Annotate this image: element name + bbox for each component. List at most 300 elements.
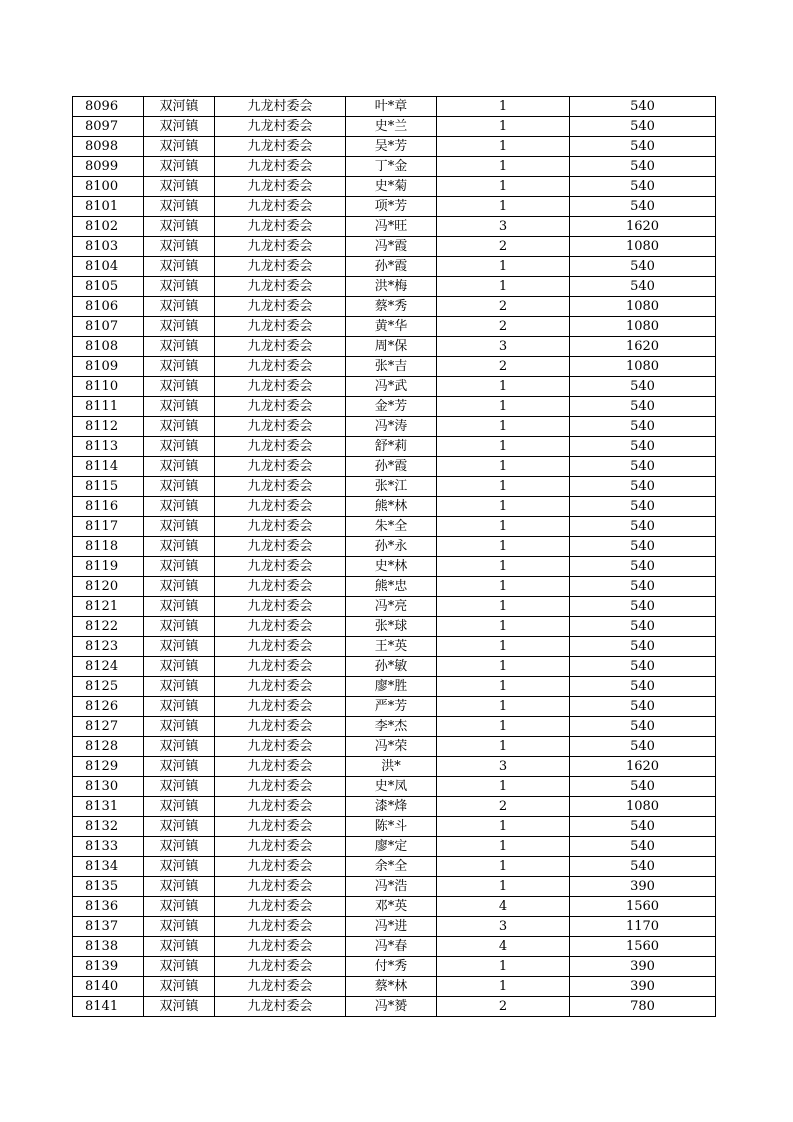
count-cell: 1 bbox=[437, 397, 570, 417]
town-cell: 双河镇 bbox=[144, 837, 215, 857]
village-cell: 九龙村委会 bbox=[215, 317, 346, 337]
count-cell: 1 bbox=[437, 437, 570, 457]
name-cell: 熊*林 bbox=[346, 497, 437, 517]
table-row bbox=[73, 677, 716, 697]
table-row bbox=[73, 577, 716, 597]
row-id-cell: 8133 bbox=[73, 837, 144, 857]
amount-cell: 1620 bbox=[570, 217, 716, 237]
table-row bbox=[73, 377, 716, 397]
village-cell: 九龙村委会 bbox=[215, 977, 346, 997]
town-cell: 双河镇 bbox=[144, 977, 215, 997]
village-cell: 九龙村委会 bbox=[215, 277, 346, 297]
amount-cell: 540 bbox=[570, 257, 716, 277]
amount-cell: 540 bbox=[570, 97, 716, 117]
count-cell: 1 bbox=[437, 277, 570, 297]
town-cell: 双河镇 bbox=[144, 317, 215, 337]
amount-cell: 540 bbox=[570, 477, 716, 497]
name-cell: 张*球 bbox=[346, 617, 437, 637]
town-cell: 双河镇 bbox=[144, 217, 215, 237]
count-cell: 1 bbox=[437, 537, 570, 557]
town-cell: 双河镇 bbox=[144, 397, 215, 417]
table-row bbox=[73, 117, 716, 137]
name-cell: 孙*敏 bbox=[346, 657, 437, 677]
name-cell: 史*凤 bbox=[346, 777, 437, 797]
amount-cell: 1170 bbox=[570, 917, 716, 937]
village-cell: 九龙村委会 bbox=[215, 217, 346, 237]
row-id-cell: 8128 bbox=[73, 737, 144, 757]
row-id-cell: 8098 bbox=[73, 137, 144, 157]
amount-cell: 1080 bbox=[570, 357, 716, 377]
table-row bbox=[73, 457, 716, 477]
table-row bbox=[73, 417, 716, 437]
amount-cell: 540 bbox=[570, 657, 716, 677]
count-cell: 1 bbox=[437, 777, 570, 797]
table-row bbox=[73, 177, 716, 197]
village-cell: 九龙村委会 bbox=[215, 557, 346, 577]
table-row bbox=[73, 757, 716, 777]
name-cell: 邓*英 bbox=[346, 897, 437, 917]
count-cell: 1 bbox=[437, 577, 570, 597]
row-id-cell: 8130 bbox=[73, 777, 144, 797]
town-cell: 双河镇 bbox=[144, 557, 215, 577]
table-row bbox=[73, 957, 716, 977]
amount-cell: 540 bbox=[570, 157, 716, 177]
count-cell: 1 bbox=[437, 517, 570, 537]
name-cell: 冯*亮 bbox=[346, 597, 437, 617]
village-cell: 九龙村委会 bbox=[215, 837, 346, 857]
amount-cell: 540 bbox=[570, 577, 716, 597]
count-cell: 1 bbox=[437, 877, 570, 897]
table-row bbox=[73, 857, 716, 877]
amount-cell: 540 bbox=[570, 437, 716, 457]
village-cell: 九龙村委会 bbox=[215, 537, 346, 557]
town-cell: 双河镇 bbox=[144, 457, 215, 477]
count-cell: 1 bbox=[437, 417, 570, 437]
name-cell: 周*保 bbox=[346, 337, 437, 357]
row-id-cell: 8112 bbox=[73, 417, 144, 437]
table-row bbox=[73, 717, 716, 737]
name-cell: 蔡*林 bbox=[346, 977, 437, 997]
amount-cell: 1560 bbox=[570, 937, 716, 957]
row-id-cell: 8117 bbox=[73, 517, 144, 537]
amount-cell: 540 bbox=[570, 137, 716, 157]
count-cell: 3 bbox=[437, 337, 570, 357]
table-row bbox=[73, 657, 716, 677]
amount-cell: 1080 bbox=[570, 317, 716, 337]
amount-cell: 540 bbox=[570, 637, 716, 657]
town-cell: 双河镇 bbox=[144, 437, 215, 457]
table-row bbox=[73, 157, 716, 177]
name-cell: 冯*涛 bbox=[346, 417, 437, 437]
count-cell: 4 bbox=[437, 897, 570, 917]
row-id-cell: 8120 bbox=[73, 577, 144, 597]
town-cell: 双河镇 bbox=[144, 517, 215, 537]
table-row bbox=[73, 877, 716, 897]
count-cell: 1 bbox=[437, 717, 570, 737]
row-id-cell: 8110 bbox=[73, 377, 144, 397]
amount-cell: 540 bbox=[570, 197, 716, 217]
name-cell: 洪* bbox=[346, 757, 437, 777]
village-cell: 九龙村委会 bbox=[215, 637, 346, 657]
row-id-cell: 8119 bbox=[73, 557, 144, 577]
table-row bbox=[73, 137, 716, 157]
amount-cell: 540 bbox=[570, 597, 716, 617]
table-body bbox=[73, 97, 716, 1017]
count-cell: 1 bbox=[437, 477, 570, 497]
village-cell: 九龙村委会 bbox=[215, 457, 346, 477]
village-cell: 九龙村委会 bbox=[215, 817, 346, 837]
village-cell: 九龙村委会 bbox=[215, 577, 346, 597]
town-cell: 双河镇 bbox=[144, 637, 215, 657]
count-cell: 1 bbox=[437, 117, 570, 137]
village-cell: 九龙村委会 bbox=[215, 517, 346, 537]
name-cell: 吴*芳 bbox=[346, 137, 437, 157]
table-row bbox=[73, 777, 716, 797]
row-id-cell: 8104 bbox=[73, 257, 144, 277]
count-cell: 1 bbox=[437, 97, 570, 117]
amount-cell: 540 bbox=[570, 277, 716, 297]
row-id-cell: 8124 bbox=[73, 657, 144, 677]
amount-cell: 540 bbox=[570, 677, 716, 697]
village-cell: 九龙村委会 bbox=[215, 497, 346, 517]
count-cell: 1 bbox=[437, 157, 570, 177]
amount-cell: 540 bbox=[570, 417, 716, 437]
town-cell: 双河镇 bbox=[144, 897, 215, 917]
amount-cell: 540 bbox=[570, 817, 716, 837]
name-cell: 黄*华 bbox=[346, 317, 437, 337]
row-id-cell: 8099 bbox=[73, 157, 144, 177]
amount-cell: 1080 bbox=[570, 297, 716, 317]
town-cell: 双河镇 bbox=[144, 617, 215, 637]
row-id-cell: 8139 bbox=[73, 957, 144, 977]
name-cell: 陈*斗 bbox=[346, 817, 437, 837]
village-cell: 九龙村委会 bbox=[215, 797, 346, 817]
table-row bbox=[73, 197, 716, 217]
row-id-cell: 8141 bbox=[73, 997, 144, 1017]
row-id-cell: 8101 bbox=[73, 197, 144, 217]
table-row bbox=[73, 557, 716, 577]
table-row bbox=[73, 797, 716, 817]
town-cell: 双河镇 bbox=[144, 197, 215, 217]
town-cell: 双河镇 bbox=[144, 917, 215, 937]
name-cell: 廖*定 bbox=[346, 837, 437, 857]
name-cell: 舒*莉 bbox=[346, 437, 437, 457]
village-cell: 九龙村委会 bbox=[215, 97, 346, 117]
amount-cell: 540 bbox=[570, 457, 716, 477]
town-cell: 双河镇 bbox=[144, 597, 215, 617]
row-id-cell: 8131 bbox=[73, 797, 144, 817]
row-id-cell: 8129 bbox=[73, 757, 144, 777]
name-cell: 冯*进 bbox=[346, 917, 437, 937]
count-cell: 1 bbox=[437, 957, 570, 977]
table-row bbox=[73, 397, 716, 417]
amount-cell: 540 bbox=[570, 117, 716, 137]
amount-cell: 540 bbox=[570, 557, 716, 577]
table-row bbox=[73, 697, 716, 717]
table-row bbox=[73, 617, 716, 637]
town-cell: 双河镇 bbox=[144, 477, 215, 497]
row-id-cell: 8126 bbox=[73, 697, 144, 717]
name-cell: 丁*金 bbox=[346, 157, 437, 177]
amount-cell: 1620 bbox=[570, 337, 716, 357]
village-cell: 九龙村委会 bbox=[215, 877, 346, 897]
amount-cell: 1080 bbox=[570, 237, 716, 257]
count-cell: 1 bbox=[437, 137, 570, 157]
table-row bbox=[73, 337, 716, 357]
name-cell: 李*杰 bbox=[346, 717, 437, 737]
name-cell: 孙*霞 bbox=[346, 457, 437, 477]
row-id-cell: 8115 bbox=[73, 477, 144, 497]
town-cell: 双河镇 bbox=[144, 717, 215, 737]
name-cell: 冯*武 bbox=[346, 377, 437, 397]
town-cell: 双河镇 bbox=[144, 757, 215, 777]
count-cell: 2 bbox=[437, 317, 570, 337]
village-cell: 九龙村委会 bbox=[215, 397, 346, 417]
village-cell: 九龙村委会 bbox=[215, 177, 346, 197]
amount-cell: 390 bbox=[570, 977, 716, 997]
name-cell: 廖*胜 bbox=[346, 677, 437, 697]
name-cell: 叶*章 bbox=[346, 97, 437, 117]
table-row bbox=[73, 917, 716, 937]
town-cell: 双河镇 bbox=[144, 697, 215, 717]
row-id-cell: 8135 bbox=[73, 877, 144, 897]
town-cell: 双河镇 bbox=[144, 237, 215, 257]
name-cell: 付*秀 bbox=[346, 957, 437, 977]
row-id-cell: 8105 bbox=[73, 277, 144, 297]
amount-cell: 780 bbox=[570, 997, 716, 1017]
village-cell: 九龙村委会 bbox=[215, 737, 346, 757]
table-row bbox=[73, 97, 716, 117]
row-id-cell: 8108 bbox=[73, 337, 144, 357]
count-cell: 2 bbox=[437, 997, 570, 1017]
amount-cell: 540 bbox=[570, 397, 716, 417]
village-cell: 九龙村委会 bbox=[215, 437, 346, 457]
town-cell: 双河镇 bbox=[144, 857, 215, 877]
town-cell: 双河镇 bbox=[144, 97, 215, 117]
town-cell: 双河镇 bbox=[144, 337, 215, 357]
row-id-cell: 8132 bbox=[73, 817, 144, 837]
name-cell: 冯*旺 bbox=[346, 217, 437, 237]
amount-cell: 390 bbox=[570, 877, 716, 897]
count-cell: 2 bbox=[437, 357, 570, 377]
count-cell: 1 bbox=[437, 177, 570, 197]
town-cell: 双河镇 bbox=[144, 657, 215, 677]
village-cell: 九龙村委会 bbox=[215, 617, 346, 637]
village-cell: 九龙村委会 bbox=[215, 917, 346, 937]
count-cell: 3 bbox=[437, 917, 570, 937]
amount-cell: 540 bbox=[570, 537, 716, 557]
count-cell: 1 bbox=[437, 197, 570, 217]
count-cell: 1 bbox=[437, 817, 570, 837]
count-cell: 2 bbox=[437, 237, 570, 257]
town-cell: 双河镇 bbox=[144, 817, 215, 837]
count-cell: 1 bbox=[437, 637, 570, 657]
village-cell: 九龙村委会 bbox=[215, 997, 346, 1017]
table-row bbox=[73, 597, 716, 617]
table-row bbox=[73, 737, 716, 757]
town-cell: 双河镇 bbox=[144, 737, 215, 757]
village-cell: 九龙村委会 bbox=[215, 897, 346, 917]
table-row bbox=[73, 937, 716, 957]
count-cell: 2 bbox=[437, 297, 570, 317]
name-cell: 金*芳 bbox=[346, 397, 437, 417]
village-cell: 九龙村委会 bbox=[215, 717, 346, 737]
count-cell: 1 bbox=[437, 677, 570, 697]
village-cell: 九龙村委会 bbox=[215, 597, 346, 617]
table-row bbox=[73, 257, 716, 277]
table-row bbox=[73, 517, 716, 537]
name-cell: 洪*梅 bbox=[346, 277, 437, 297]
town-cell: 双河镇 bbox=[144, 497, 215, 517]
amount-cell: 540 bbox=[570, 517, 716, 537]
row-id-cell: 8137 bbox=[73, 917, 144, 937]
table-row bbox=[73, 217, 716, 237]
village-cell: 九龙村委会 bbox=[215, 697, 346, 717]
amount-cell: 1080 bbox=[570, 797, 716, 817]
table-row bbox=[73, 837, 716, 857]
row-id-cell: 8096 bbox=[73, 97, 144, 117]
table-row bbox=[73, 817, 716, 837]
table-row bbox=[73, 277, 716, 297]
name-cell: 冯*霞 bbox=[346, 237, 437, 257]
count-cell: 1 bbox=[437, 497, 570, 517]
row-id-cell: 8136 bbox=[73, 897, 144, 917]
table-row bbox=[73, 637, 716, 657]
count-cell: 1 bbox=[437, 697, 570, 717]
table-row bbox=[73, 477, 716, 497]
count-cell: 2 bbox=[437, 797, 570, 817]
row-id-cell: 8122 bbox=[73, 617, 144, 637]
amount-cell: 540 bbox=[570, 377, 716, 397]
name-cell: 张*江 bbox=[346, 477, 437, 497]
row-id-cell: 8113 bbox=[73, 437, 144, 457]
count-cell: 1 bbox=[437, 857, 570, 877]
name-cell: 严*芳 bbox=[346, 697, 437, 717]
name-cell: 孙*永 bbox=[346, 537, 437, 557]
row-id-cell: 8109 bbox=[73, 357, 144, 377]
village-cell: 九龙村委会 bbox=[215, 257, 346, 277]
row-id-cell: 8107 bbox=[73, 317, 144, 337]
amount-cell: 1620 bbox=[570, 757, 716, 777]
town-cell: 双河镇 bbox=[144, 797, 215, 817]
row-id-cell: 8123 bbox=[73, 637, 144, 657]
row-id-cell: 8103 bbox=[73, 237, 144, 257]
town-cell: 双河镇 bbox=[144, 877, 215, 897]
amount-cell: 540 bbox=[570, 837, 716, 857]
table-row bbox=[73, 537, 716, 557]
count-cell: 3 bbox=[437, 757, 570, 777]
row-id-cell: 8100 bbox=[73, 177, 144, 197]
count-cell: 1 bbox=[437, 257, 570, 277]
village-cell: 九龙村委会 bbox=[215, 197, 346, 217]
town-cell: 双河镇 bbox=[144, 677, 215, 697]
town-cell: 双河镇 bbox=[144, 937, 215, 957]
name-cell: 王*英 bbox=[346, 637, 437, 657]
table-row bbox=[73, 237, 716, 257]
village-cell: 九龙村委会 bbox=[215, 417, 346, 437]
town-cell: 双河镇 bbox=[144, 297, 215, 317]
town-cell: 双河镇 bbox=[144, 177, 215, 197]
village-cell: 九龙村委会 bbox=[215, 937, 346, 957]
count-cell: 1 bbox=[437, 457, 570, 477]
village-cell: 九龙村委会 bbox=[215, 757, 346, 777]
count-cell: 1 bbox=[437, 737, 570, 757]
table-row bbox=[73, 437, 716, 457]
table-row bbox=[73, 357, 716, 377]
count-cell: 1 bbox=[437, 977, 570, 997]
town-cell: 双河镇 bbox=[144, 357, 215, 377]
row-id-cell: 8111 bbox=[73, 397, 144, 417]
row-id-cell: 8134 bbox=[73, 857, 144, 877]
name-cell: 冯*春 bbox=[346, 937, 437, 957]
name-cell: 漆*烽 bbox=[346, 797, 437, 817]
amount-cell: 540 bbox=[570, 497, 716, 517]
amount-cell: 540 bbox=[570, 777, 716, 797]
village-cell: 九龙村委会 bbox=[215, 297, 346, 317]
village-cell: 九龙村委会 bbox=[215, 337, 346, 357]
town-cell: 双河镇 bbox=[144, 577, 215, 597]
row-id-cell: 8114 bbox=[73, 457, 144, 477]
amount-cell: 540 bbox=[570, 617, 716, 637]
table-row bbox=[73, 297, 716, 317]
town-cell: 双河镇 bbox=[144, 997, 215, 1017]
name-cell: 冯*赟 bbox=[346, 997, 437, 1017]
name-cell: 史*菊 bbox=[346, 177, 437, 197]
village-cell: 九龙村委会 bbox=[215, 137, 346, 157]
table-row bbox=[73, 497, 716, 517]
count-cell: 1 bbox=[437, 657, 570, 677]
count-cell: 1 bbox=[437, 617, 570, 637]
row-id-cell: 8116 bbox=[73, 497, 144, 517]
village-cell: 九龙村委会 bbox=[215, 657, 346, 677]
village-cell: 九龙村委会 bbox=[215, 957, 346, 977]
count-cell: 1 bbox=[437, 597, 570, 617]
table-row bbox=[73, 317, 716, 337]
row-id-cell: 8140 bbox=[73, 977, 144, 997]
amount-cell: 540 bbox=[570, 697, 716, 717]
town-cell: 双河镇 bbox=[144, 957, 215, 977]
row-id-cell: 8097 bbox=[73, 117, 144, 137]
town-cell: 双河镇 bbox=[144, 257, 215, 277]
table-row bbox=[73, 997, 716, 1017]
town-cell: 双河镇 bbox=[144, 417, 215, 437]
town-cell: 双河镇 bbox=[144, 277, 215, 297]
row-id-cell: 8138 bbox=[73, 937, 144, 957]
town-cell: 双河镇 bbox=[144, 157, 215, 177]
name-cell: 余*全 bbox=[346, 857, 437, 877]
row-id-cell: 8121 bbox=[73, 597, 144, 617]
name-cell: 蔡*秀 bbox=[346, 297, 437, 317]
name-cell: 朱*全 bbox=[346, 517, 437, 537]
village-cell: 九龙村委会 bbox=[215, 157, 346, 177]
row-id-cell: 8106 bbox=[73, 297, 144, 317]
name-cell: 史*兰 bbox=[346, 117, 437, 137]
count-cell: 1 bbox=[437, 557, 570, 577]
village-cell: 九龙村委会 bbox=[215, 377, 346, 397]
name-cell: 史*林 bbox=[346, 557, 437, 577]
row-id-cell: 8125 bbox=[73, 677, 144, 697]
amount-cell: 540 bbox=[570, 857, 716, 877]
count-cell: 3 bbox=[437, 217, 570, 237]
village-cell: 九龙村委会 bbox=[215, 857, 346, 877]
name-cell: 项*芳 bbox=[346, 197, 437, 217]
town-cell: 双河镇 bbox=[144, 137, 215, 157]
name-cell: 冯*浩 bbox=[346, 877, 437, 897]
village-cell: 九龙村委会 bbox=[215, 117, 346, 137]
count-cell: 1 bbox=[437, 837, 570, 857]
count-cell: 1 bbox=[437, 377, 570, 397]
table-row bbox=[73, 977, 716, 997]
